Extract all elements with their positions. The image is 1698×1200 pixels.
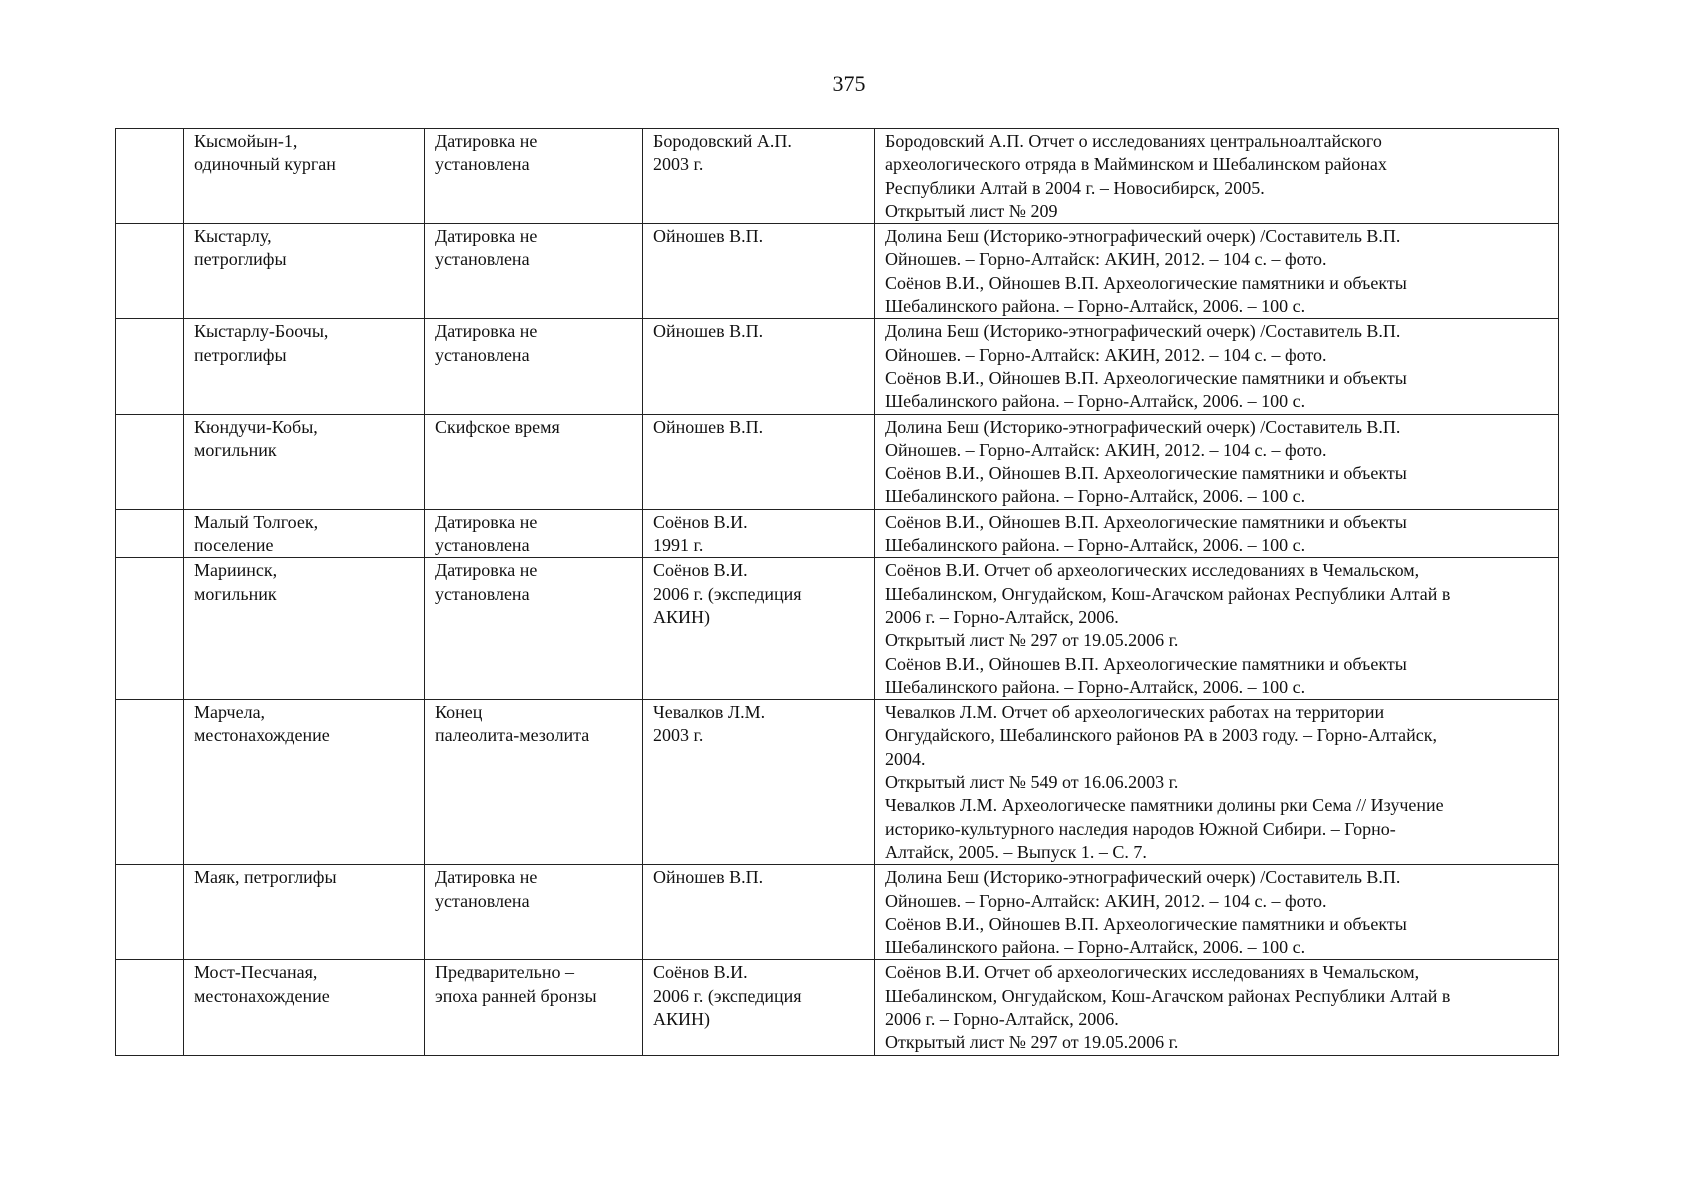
sources-cell: Долина Беш (Историко-этнографический очерк) /Составитель В.П. Ойношев. – Горно-Алтайск: АКИН, 2012. – 104 с. – фото. Соёнов В.И., Ойношев В.П. Археологические памятники и объекты Шебалинского района. – Горно-Алтайск, 2006. – 100 с. bbox=[875, 319, 1559, 414]
row-number-cell bbox=[116, 960, 184, 1055]
sources-cell: Бородовский А.П. Отчет о исследованиях центральноалтайского археологического отряда в Майминском и Шебалинском районах Республики Алтай в 2004 г. – Новосибирск, 2005. Открытый лист № 209 bbox=[875, 129, 1559, 224]
site-name-cell: Маяк, петроглифы bbox=[184, 865, 425, 960]
dating-cell: Датировка не установлена bbox=[425, 319, 643, 414]
sources-cell: Долина Беш (Историко-этнографический очерк) /Составитель В.П. Ойношев. – Горно-Алтайск: АКИН, 2012. – 104 с. – фото. Соёнов В.И., Ойношев В.П. Археологические памятники и объекты Шебалинского района. – Горно-Алтайск, 2006. – 100 с. bbox=[875, 224, 1559, 319]
researcher-cell: Соёнов В.И. 1991 г. bbox=[643, 509, 875, 558]
table-row bbox=[116, 224, 1559, 319]
row-number-cell bbox=[116, 224, 184, 319]
site-name-cell: Кысмойын-1, одиночный курган bbox=[184, 129, 425, 224]
sources-cell: Чевалков Л.М. Отчет об археологических работах на территории Онгудайского, Шебалинского районов РА в 2003 году. – Горно-Алтайск, 2004. Открытый лист № 549 от 16.06.2003 г. Чевалков Л.М. Археологическе памятники долины рки Сема // Изучение историко-культурного наследия народов Южной Сибири. – Горно- Алтайск, 2005. – Выпуск 1. – С. 7. bbox=[875, 700, 1559, 865]
table-row bbox=[116, 558, 1559, 700]
dating-cell: Датировка не установлена bbox=[425, 129, 643, 224]
dating-cell: Датировка не установлена bbox=[425, 865, 643, 960]
row-number-cell bbox=[116, 700, 184, 865]
site-name-cell: Кюндучи-Кобы, могильник bbox=[184, 414, 425, 509]
row-number-cell bbox=[116, 414, 184, 509]
table-row bbox=[116, 414, 1559, 509]
table-row bbox=[116, 509, 1559, 558]
site-name-cell: Кыстарлу, петроглифы bbox=[184, 224, 425, 319]
researcher-cell: Соёнов В.И. 2006 г. (экспедиция АКИН) bbox=[643, 558, 875, 700]
dating-cell: Датировка не установлена bbox=[425, 224, 643, 319]
dating-cell: Скифское время bbox=[425, 414, 643, 509]
researcher-cell: Чевалков Л.М. 2003 г. bbox=[643, 700, 875, 865]
table-row bbox=[116, 129, 1559, 224]
row-number-cell bbox=[116, 129, 184, 224]
dating-cell: Конец палеолита-мезолита bbox=[425, 700, 643, 865]
table-row bbox=[116, 960, 1559, 1055]
site-name-cell: Малый Толгоек, поселение bbox=[184, 509, 425, 558]
table-row bbox=[116, 865, 1559, 960]
table-row bbox=[116, 700, 1559, 865]
site-name-cell: Мост-Песчаная, местонахождение bbox=[184, 960, 425, 1055]
site-name-cell: Мариинск, могильник bbox=[184, 558, 425, 700]
monuments-table bbox=[115, 128, 1559, 1056]
row-number-cell bbox=[116, 558, 184, 700]
row-number-cell bbox=[116, 509, 184, 558]
site-name-cell: Марчела, местонахождение bbox=[184, 700, 425, 865]
dating-cell: Датировка не установлена bbox=[425, 509, 643, 558]
researcher-cell: Ойношев В.П. bbox=[643, 224, 875, 319]
researcher-cell: Бородовский А.П. 2003 г. bbox=[643, 129, 875, 224]
researcher-cell: Ойношев В.П. bbox=[643, 865, 875, 960]
site-name-cell: Кыстарлу-Боочы, петроглифы bbox=[184, 319, 425, 414]
page-number: 375 bbox=[832, 71, 866, 96]
dating-cell: Датировка не установлена bbox=[425, 558, 643, 700]
row-number-cell bbox=[116, 319, 184, 414]
sources-cell: Соёнов В.И. Отчет об археологических исследованиях в Чемальском, Шебалинском, Онгудайском, Кош-Агачском районах Республики Алтай в 2006 г. – Горно-Алтайск, 2006. Открытый лист № 297 от 19.05.2006 г. bbox=[875, 960, 1559, 1055]
sources-cell: Долина Беш (Историко-этнографический очерк) /Составитель В.П. Ойношев. – Горно-Алтайск: АКИН, 2012. – 104 с. – фото. Соёнов В.И., Ойношев В.П. Археологические памятники и объекты Шебалинского района. – Горно-Алтайск, 2006. – 100 с. bbox=[875, 865, 1559, 960]
row-number-cell bbox=[116, 865, 184, 960]
sources-cell: Долина Беш (Историко-этнографический очерк) /Составитель В.П. Ойношев. – Горно-Алтайск: АКИН, 2012. – 104 с. – фото. Соёнов В.И., Ойношев В.П. Археологические памятники и объекты Шебалинского района. – Горно-Алтайск, 2006. – 100 с. bbox=[875, 414, 1559, 509]
sources-cell: Соёнов В.И. Отчет об археологических исследованиях в Чемальском, Шебалинском, Онгудайском, Кош-Агачском районах Республики Алтай в 2006 г. – Горно-Алтайск, 2006. Открытый лист № 297 от 19.05.2006 г. Соёнов В.И., Ойношев В.П. Археологические памятники и объекты Шебалинского района. – Горно-Алтайск, 2006. – 100 с. bbox=[875, 558, 1559, 700]
sources-cell: Соёнов В.И., Ойношев В.П. Археологические памятники и объекты Шебалинского района. – Горно-Алтайск, 2006. – 100 с. bbox=[875, 509, 1559, 558]
researcher-cell: Ойношев В.П. bbox=[643, 414, 875, 509]
researcher-cell: Ойношев В.П. bbox=[643, 319, 875, 414]
researcher-cell: Соёнов В.И. 2006 г. (экспедиция АКИН) bbox=[643, 960, 875, 1055]
dating-cell: Предварительно – эпоха ранней бронзы bbox=[425, 960, 643, 1055]
table-row bbox=[116, 319, 1559, 414]
